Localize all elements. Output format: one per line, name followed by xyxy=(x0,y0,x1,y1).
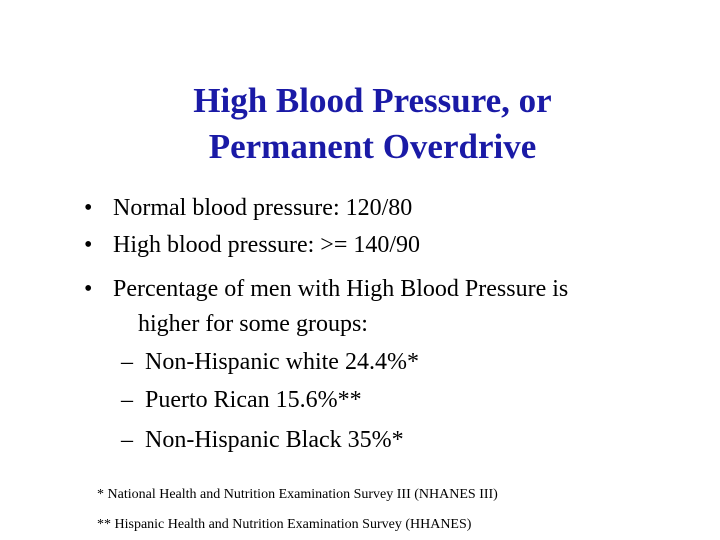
slide-title-line-1: High Blood Pressure, or xyxy=(193,81,552,120)
slide-title-line-2: Permanent Overdrive xyxy=(208,127,537,166)
bullet-text: Normal blood pressure: 120/80 xyxy=(113,195,413,221)
bullet-marker: • xyxy=(84,276,93,302)
bullet-text: Percentage of men with High Blood Pressure is xyxy=(113,276,569,302)
sub-bullet-marker: – xyxy=(121,387,133,413)
footnote-hhanes: ** Hispanic Health and Nutrition Examination Survey (HHANES) xyxy=(97,517,472,532)
slide-title xyxy=(60,78,685,170)
bullet-marker: • xyxy=(84,195,93,221)
bullet-continuation: higher for some groups: xyxy=(138,311,368,337)
bullet-text: High blood pressure: >= 140/90 xyxy=(113,232,421,258)
footnote-nhanes: * National Health and Nutrition Examination Survey III (NHANES III) xyxy=(97,487,498,502)
sub-bullet-marker: – xyxy=(121,427,133,453)
bullet-marker: • xyxy=(84,232,93,258)
sub-bullet-text: Non-Hispanic Black 35%* xyxy=(145,427,404,453)
sub-bullet-marker: – xyxy=(121,349,133,375)
sub-bullet-text: Puerto Rican 15.6%** xyxy=(145,387,362,413)
sub-bullet-text: Non-Hispanic white 24.4%* xyxy=(145,349,419,375)
